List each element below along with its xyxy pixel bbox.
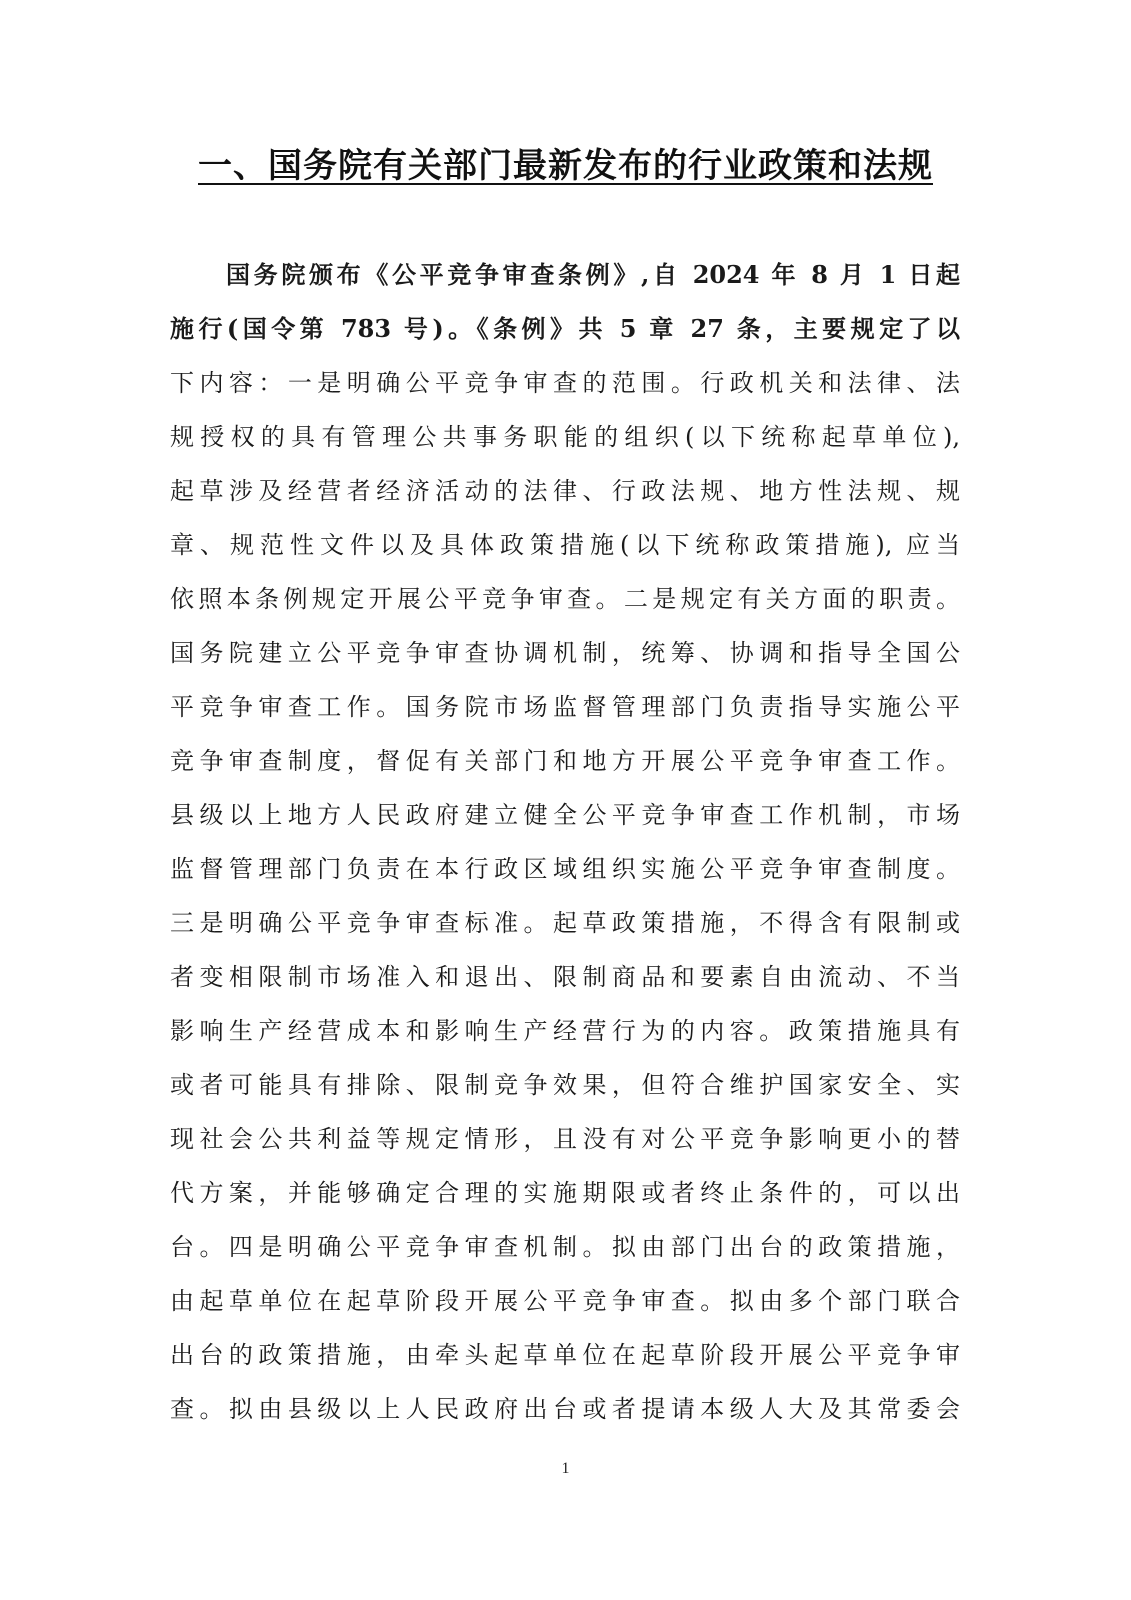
text-line: 出台的政策措施，由牵头起草单位在起草阶段开展公平竞争审 [170,1341,960,1369]
text-line: 监督管理部门负责在本行政区域组织实施公平竞争审查制度。 [170,855,960,883]
text-line: 现社会公共利益等规定情形，且没有对公平竞争影响更小的替 [170,1125,960,1153]
text-line: 国务院建立公平竞争审查协调机制，统筹、协调和指导全国公 [170,639,960,667]
text-line: 起草涉及经营者经济活动的法律、行政法规、地方性法规、规 [170,477,960,505]
text-line: 三是明确公平竞争审查标准。起草政策措施，不得含有限制或 [170,909,960,937]
text-line: 影响生产经营成本和影响生产经营行为的内容。政策措施具有 [170,1017,960,1045]
section-heading: 一、国务院有关部门最新发布的行业政策和法规 [198,146,933,186]
text-line: 者变相限制市场准入和退出、限制商品和要素自由流动、不当 [170,963,960,991]
text-line: 县级以上地方人民政府建立健全公平竞争审查工作机制，市场 [170,801,960,829]
text-line: 代方案，并能够确定合理的实施期限或者终止条件的，可以出 [170,1179,960,1207]
text-line: 下内容：一是明确公平竞争审查的范围。行政机关和法律、法 [170,369,960,397]
text-line: 查。拟由县级以上人民政府出台或者提请本级人大及其常委会 [170,1395,960,1423]
text-line: 或者可能具有排除、限制竞争效果，但符合维护国家安全、实 [170,1071,960,1099]
text-line: 竞争审查制度，督促有关部门和地方开展公平竞争审查工作。 [170,747,960,775]
text-line: 规授权的具有管理公共事务职能的组织(以下统称起草单位), [170,423,960,451]
text-line: 施行(国令第 783 号)。《条例》共 5 章 27 条，主要规定了以 [170,314,960,343]
text-line: 国务院颁布《公平竞争审查条例》,自 2024 年 8 月 1 日起 [226,260,960,289]
text-line: 平竞争审查工作。国务院市场监督管理部门负责指导实施公平 [170,693,960,721]
text-line: 依照本条例规定开展公平竞争审查。二是规定有关方面的职责。 [170,585,960,613]
page-number: 1 [561,1460,570,1477]
text-line: 台。四是明确公平竞争审查机制。拟由部门出台的政策措施， [170,1233,960,1261]
text-line: 由起草单位在起草阶段开展公平竞争审查。拟由多个部门联合 [170,1287,960,1315]
text-line: 章、规范性文件以及具体政策措施(以下统称政策措施), 应当 [170,531,960,559]
